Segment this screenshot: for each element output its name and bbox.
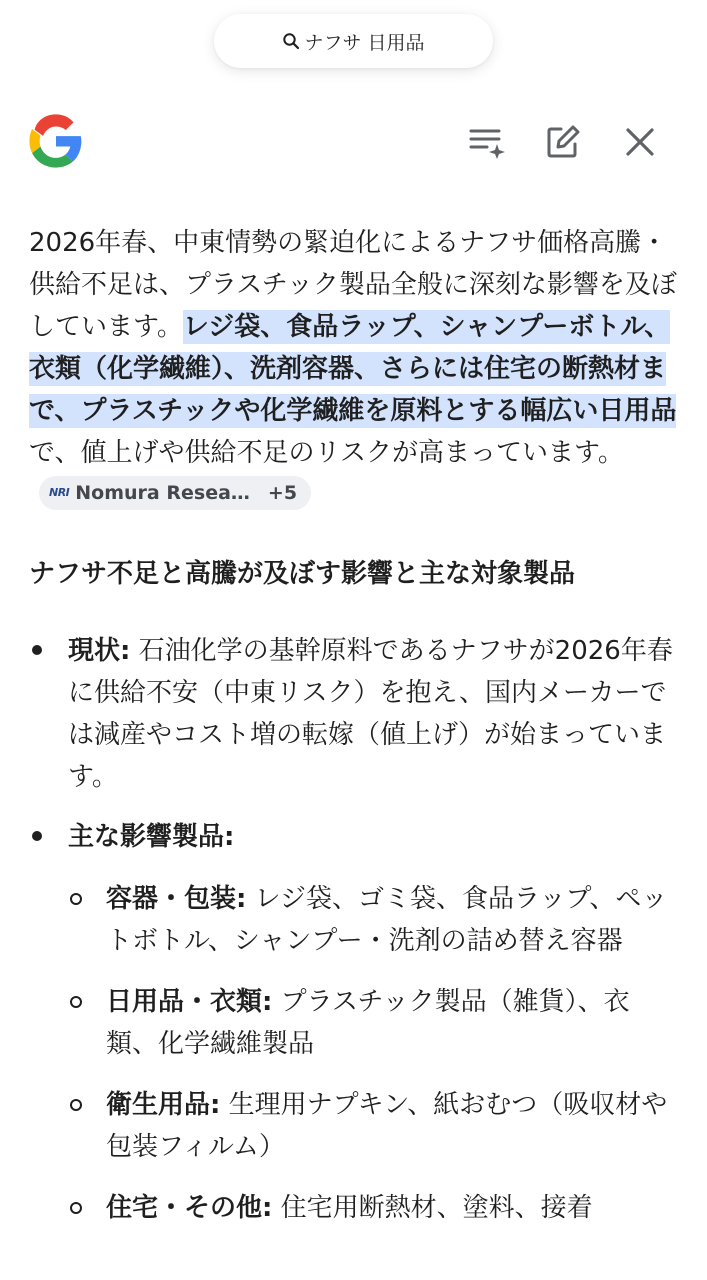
list-sparkle-icon [467, 125, 505, 159]
search-query-text: ナフサ 日用品 [304, 31, 425, 54]
google-logo-icon [27, 112, 85, 170]
close-button[interactable] [618, 120, 662, 164]
close-icon [624, 126, 656, 158]
ring-bullet-icon [70, 996, 82, 1008]
edit-button[interactable] [541, 120, 585, 164]
product-item [68, 981, 677, 1065]
answer-toolbar [0, 108, 707, 178]
product-text: 生理用ナプキン、紙おむつ（吸収材や包装フィルム） [106, 1090, 668, 1162]
nri-logo-icon: NRI [49, 485, 70, 499]
bullet-icon [32, 645, 42, 655]
source-chip[interactable] [39, 476, 311, 510]
list-item-products [29, 816, 677, 1229]
products-sublist [68, 878, 677, 1229]
source-chip-count: +5 [267, 481, 298, 504]
product-item [68, 878, 677, 962]
intro-text: 2026年春、中東情勢の緊迫化によるナフサ価格高騰・供給不足は、プラスチック製品全般に深刻な影響を及ぼしています。 [29, 228, 677, 342]
section-heading: ナフサ不足と高騰が及ぼす影響と主な対象製品 [29, 559, 576, 589]
impact-list [29, 630, 677, 1229]
intro-highlight: レジ袋、食品ラップ、シャンプーボトル、衣類（化学繊維）、洗剤容器、さらには住宅の断熱材まで、プラスチックや化学繊維を原料とする幅広い日用品 [29, 312, 677, 426]
status-text: 石油化学の基幹原料であるナフサが2026年春に供給不安（中東リスク）を抱え、国内メーカーでは減産やコスト増の転嫁（値上げ）が始まっています。 [68, 636, 673, 792]
product-text: レジ袋、ゴミ袋、食品ラップ、ペットボトル、シャンプー・洗剤の詰め替え容器 [106, 884, 668, 956]
products-label: 主な影響製品: [68, 822, 235, 852]
answer-content [29, 222, 677, 1229]
answer-intro [29, 222, 677, 516]
bullet-icon [32, 831, 42, 841]
list-sparkle-button[interactable] [464, 120, 508, 164]
product-item [68, 1187, 677, 1229]
product-item [68, 1084, 677, 1168]
product-text: プラスチック製品（雑貨）、衣類、化学繊維製品 [106, 987, 630, 1059]
ring-bullet-icon [70, 1099, 82, 1111]
list-item-status [29, 630, 677, 798]
ring-bullet-icon [70, 893, 82, 905]
search-icon [282, 32, 300, 50]
product-label: 日用品・衣類: [106, 987, 273, 1017]
product-label: 容器・包装: [106, 884, 247, 914]
status-label: 現状: [68, 636, 131, 666]
product-label: 住宅・その他: [106, 1193, 273, 1223]
edit-icon [544, 123, 582, 161]
ring-bullet-icon [70, 1202, 82, 1214]
source-chip-name: Nomura Resea… [75, 481, 250, 504]
product-text: 住宅用断熱材、塗料、接着 [272, 1193, 593, 1223]
product-label: 衛生用品: [106, 1090, 221, 1120]
intro-text-end: で、値上げや供給不足のリスクが高まっています。 [29, 438, 624, 468]
search-query-pill[interactable] [214, 14, 493, 68]
